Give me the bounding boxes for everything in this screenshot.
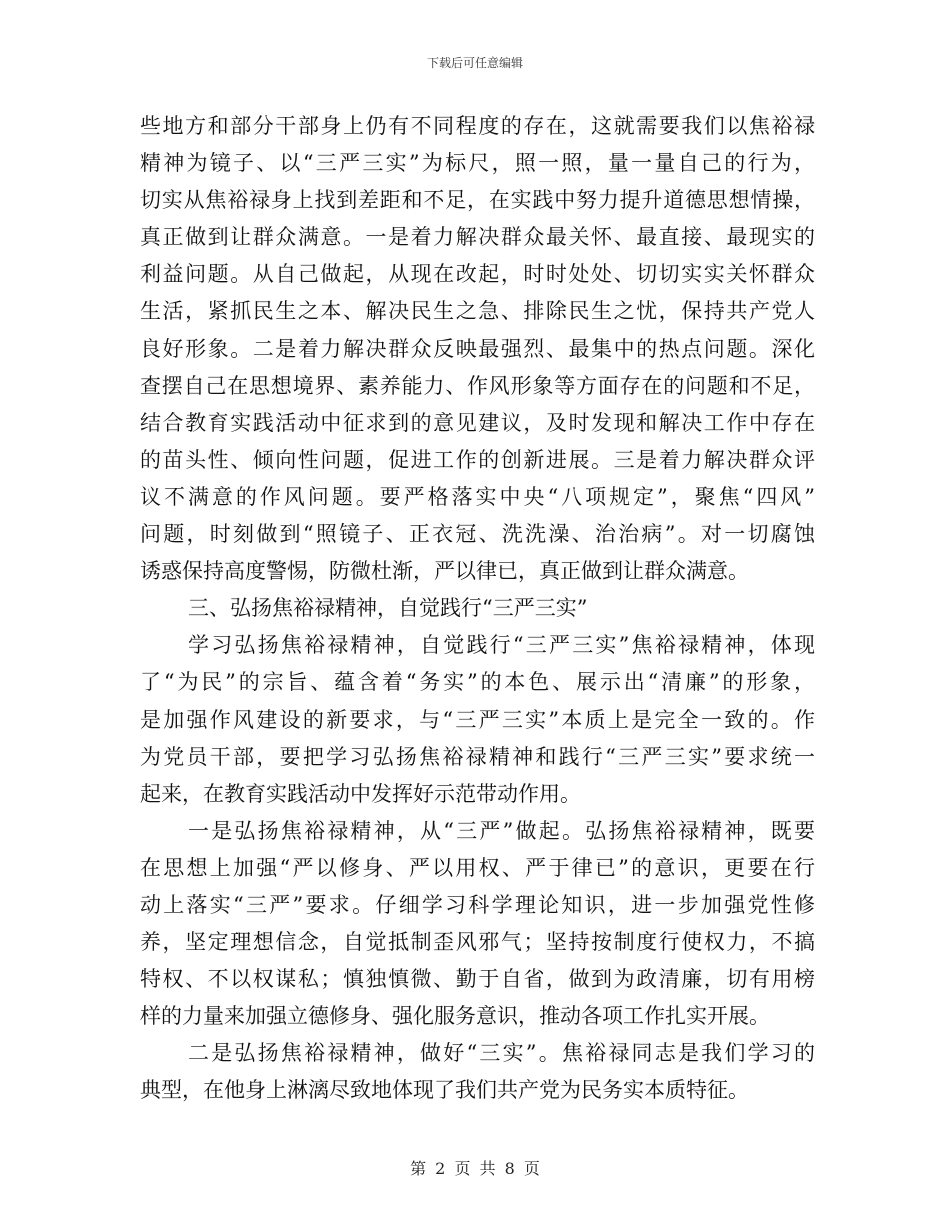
text-line: 起来，在教育实践活动中发挥好示范带动作用。	[140, 781, 581, 806]
document-body	[140, 108, 815, 1110]
paragraph-first-line: 二是弘扬焦裕禄精神，做好“三实”。焦裕禄同志是我们学习的	[188, 1041, 815, 1066]
paragraph-first-line: 一是弘扬焦裕禄精神，从“三严”做起。弘扬焦裕禄精神，既要	[188, 818, 815, 843]
text-line: 查摆自己在思想境界、素养能力、作风形象等方面存在的问题和不足，	[140, 373, 815, 398]
text-line: 诱惑保持高度警惕，防微杜渐，严以律已，真正做到让群众满意。	[140, 559, 749, 584]
text-line: 切实从焦裕禄身上找到差距和不足，在实践中努力提升道德思想情操，	[140, 188, 815, 213]
text-line: 生活，紧抓民生之本、解决民生之急、排除民生之忧，保持共产党人	[140, 299, 815, 324]
text-line: 样的力量来加强立德修身、强化服务意识，推动各项工作扎实开展。	[140, 1004, 770, 1029]
text-line: 利益问题。从自己做起，从现在改起，时时处处、切切实实关怀群众	[140, 262, 815, 287]
text-line: 养，坚定理想信念，自觉抵制歪风邪气；坚持按制度行使权力，不搞	[140, 930, 815, 955]
text-line: 动上落实“三严”要求。仔细学习科学理论知识，进一步加强党性修	[140, 892, 815, 917]
text-line: 在思想上加强“严以修身、严以用权、严于律已”的意识，更要在行	[140, 855, 815, 880]
text-line: 真正做到让群众满意。一是着力解决群众最关怀、最直接、最现实的	[140, 225, 815, 250]
text-line: 结合教育实践活动中征求到的意见建议，及时发现和解决工作中存在	[140, 410, 815, 435]
page-footer: 第 2 页 共 8 页	[410, 1159, 540, 1178]
text-line: 特权、不以权谋私；慎独慎微、勤于自省，做到为政清廉，切有用榜	[140, 967, 815, 992]
text-line: 问题，时刻做到“照镜子、正衣冠、洗洗澡、治治病”。对一切腐蚀	[140, 522, 815, 547]
paragraph-first-line: 学习弘扬焦裕禄精神，自觉践行“三严三实”焦裕禄精神，体现	[188, 633, 815, 658]
paragraph-first-line: 三、弘扬焦裕禄精神，自觉践行“三严三实”	[188, 596, 588, 621]
text-line: 是加强作风建设的新要求，与“三严三实”本质上是完全一致的。作	[140, 707, 815, 732]
text-line: 议不满意的作风问题。要严格落实中央“八项规定”，聚焦“四风”	[140, 484, 815, 509]
text-line: 良好形象。二是着力解决群众反映最强烈、最集中的热点问题。深化	[140, 336, 815, 361]
text-line: 典型，在他身上淋漓尽致地体现了我们共产党为民务实本质特征。	[140, 1078, 749, 1103]
page-header: 下载后可任意编辑	[426, 56, 523, 70]
text-line: 些地方和部分干部身上仍有不同程度的存在，这就需要我们以焦裕禄	[140, 114, 815, 138]
text-line: 为党员干部，要把学习弘扬焦裕禄精神和践行“三严三实”要求统一	[140, 744, 815, 769]
text-line: 精神为镜子、以“三严三实”为标尺，照一照，量一量自己的行为，	[140, 151, 815, 176]
text-line: 的苗头性、倾向性问题，促进工作的创新进展。三是着力解决群众评	[140, 447, 815, 472]
text-line: 了“为民”的宗旨、蕴含着“务实”的本色、展示出“清廉”的形象，	[140, 670, 815, 695]
